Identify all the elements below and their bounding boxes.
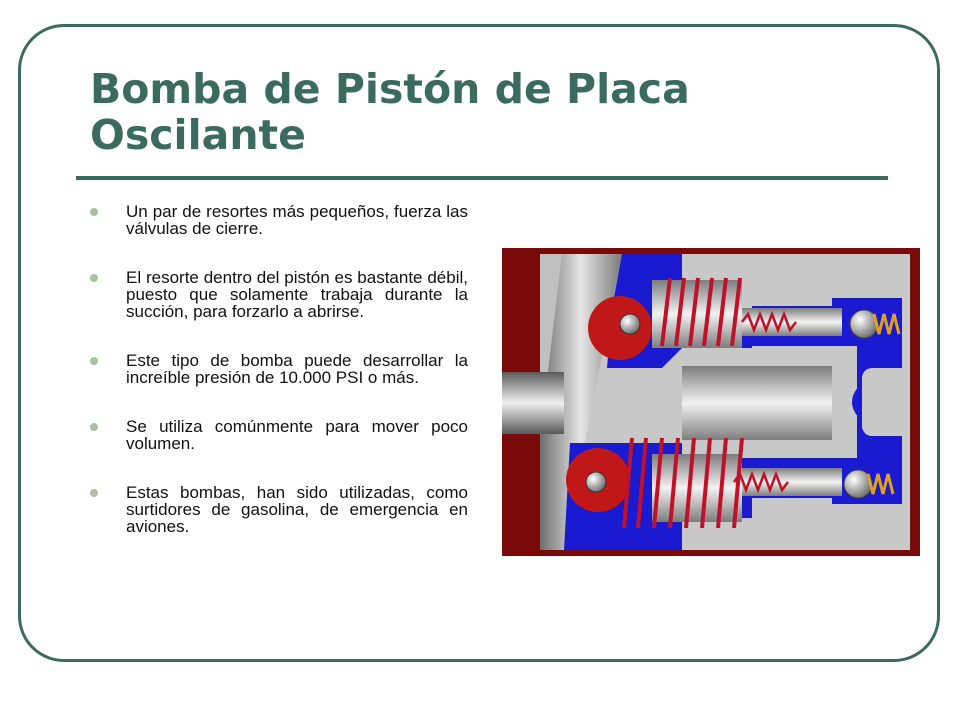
bullet-item: El resorte dentro del pistón es bastante débil, puesto que solamente trabaja durante la succión, para forzarlo a abrirse. — [88, 269, 468, 320]
bullet-item: Un par de resortes más pequeños, fuerza las válvulas de cierre. — [88, 203, 468, 237]
bullet-item: Este tipo de bomba puede desarrollar la increíble presión de 10.000 PSI o más. — [88, 352, 468, 386]
bullet-list — [88, 203, 468, 567]
bullet-item: Se utiliza comúnmente para mover poco volumen. — [88, 418, 468, 452]
piston-pin-lower — [586, 472, 606, 492]
drive-shaft — [502, 372, 564, 434]
piston-lower — [652, 454, 742, 522]
center-bore — [682, 366, 832, 440]
bullet-item: Estas bombas, han sido utilizadas, como surtidores de gasolina, de emergencia en aviones. — [88, 484, 468, 535]
pump-diagram — [502, 248, 920, 556]
piston-shoe-upper — [588, 296, 652, 360]
piston-pin-upper — [620, 314, 640, 334]
manifold-core — [862, 368, 910, 436]
slide-title: Bomba de Pistón de Placa Oscilante — [90, 65, 690, 159]
title-underline — [76, 176, 888, 180]
piston-rod-lower — [742, 468, 842, 496]
